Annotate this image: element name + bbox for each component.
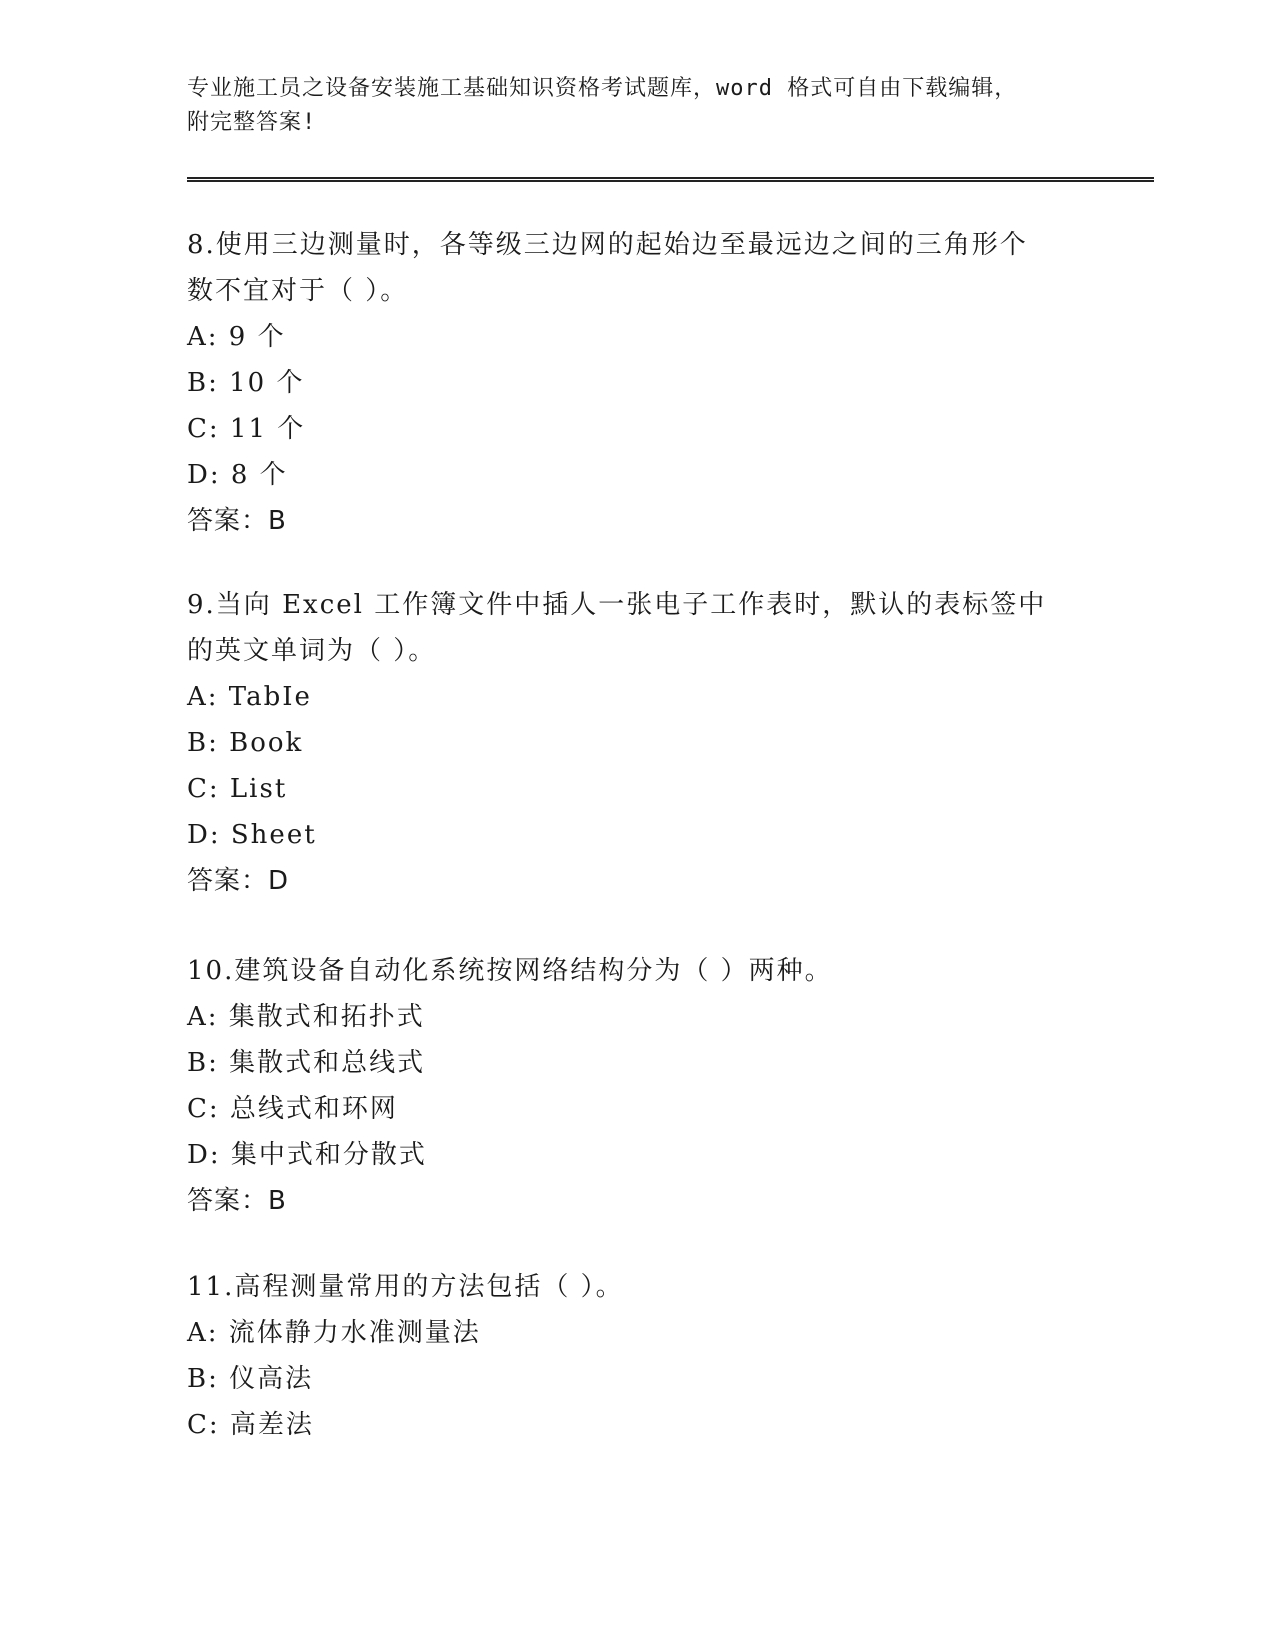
question-text-line-1: 11.高程测量常用的方法包括（ ）。 [187, 1272, 624, 1302]
option-d: D: Sheet [187, 820, 317, 850]
question-text-line-1: 10.建筑设备自动化系统按网络结构分为（ ）两种。 [187, 956, 833, 986]
question-text-line-1: 9.当向 Excel 工作簿文件中插人一张电子工作表时，默认的表标签中 [187, 590, 1047, 620]
answer: 答案：D [187, 866, 290, 896]
answer: 答案：B [187, 1186, 287, 1216]
question-11 [187, 1264, 1087, 1448]
option-a: A: 集散式和拓扑式 [187, 1002, 425, 1032]
header-line-1: 专业施工员之设备安装施工基础知识资格考试题库，word 格式可自由下载编辑， [187, 76, 1018, 101]
document-header [187, 72, 1087, 140]
option-d: D: 8 个 [187, 460, 288, 490]
header-double-rule [187, 177, 1154, 182]
question-text-line-2: 数不宜对于（ ）。 [187, 276, 409, 306]
option-b: B: 10 个 [187, 368, 305, 398]
option-d: D: 集中式和分散式 [187, 1140, 427, 1170]
question-8 [187, 222, 1087, 544]
question-10 [187, 948, 1087, 1224]
option-a: A: 9 个 [187, 322, 286, 352]
question-text-line-1: 8.使用三边测量时，各等级三边网的起始边至最远边之间的三角形个 [187, 230, 1028, 260]
option-b: B: 仪高法 [187, 1364, 314, 1394]
question-text-line-2: 的英文单词为（ ）。 [187, 636, 437, 666]
question-9 [187, 582, 1087, 904]
option-c: C: 总线式和环网 [187, 1094, 398, 1124]
option-c: C: 11 个 [187, 414, 306, 444]
header-line-2: 附完整答案! [187, 110, 317, 135]
answer: 答案：B [187, 506, 287, 536]
option-b: B: 集散式和总线式 [187, 1048, 426, 1078]
option-c: C: 高差法 [187, 1410, 314, 1440]
option-a: A: TabIe [187, 682, 312, 712]
option-c: C: List [187, 774, 288, 804]
option-a: A: 流体静力水准测量法 [187, 1318, 481, 1348]
option-b: B: Book [187, 728, 304, 758]
